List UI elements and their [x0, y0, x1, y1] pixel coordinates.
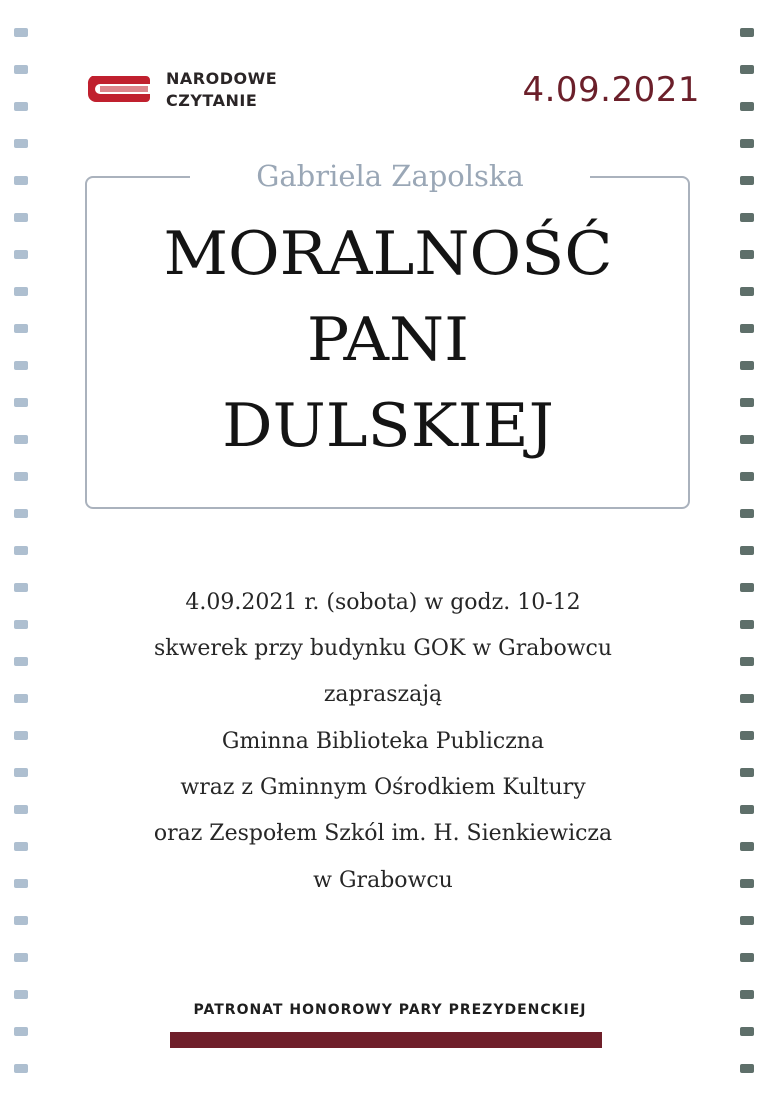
organizer-school: oraz Zespołem Szkól im. H. Sienkiewicza — [153, 821, 613, 846]
perforation-hole — [14, 509, 28, 518]
perforation-hole — [14, 657, 28, 666]
perforation-hole — [740, 916, 754, 925]
perforation-hole — [740, 1027, 754, 1036]
perforation-hole — [740, 250, 754, 259]
event-location: skwerek przy budynku GOK w Grabowcu — [153, 636, 613, 661]
perforation-hole — [14, 324, 28, 333]
perforation-hole — [14, 583, 28, 592]
perforation-hole — [740, 842, 754, 851]
perforation-hole — [740, 953, 754, 962]
perforation-hole — [740, 1064, 754, 1073]
perforation-hole — [14, 990, 28, 999]
invite-verb: zapraszają — [323, 682, 443, 707]
perforation-hole — [740, 176, 754, 185]
perforation-hole — [740, 694, 754, 703]
perforation-hole — [14, 287, 28, 296]
perforation-hole — [14, 953, 28, 962]
logo-text-line-2: CZYTANIE — [166, 91, 258, 110]
perforation-hole — [740, 324, 754, 333]
perforation-hole — [740, 213, 754, 222]
perforation-hole — [14, 694, 28, 703]
perforation-hole — [740, 287, 754, 296]
perforation-hole — [14, 472, 28, 481]
footer-accent-bar — [170, 1032, 602, 1048]
perforation-hole — [740, 398, 754, 407]
book-icon — [86, 74, 152, 112]
event-date-header: 4.09.2021 — [522, 70, 700, 110]
perforation-hole — [740, 731, 754, 740]
perforation-hole — [740, 990, 754, 999]
left-perforation-strip — [14, 0, 30, 1100]
perforation-hole — [740, 620, 754, 629]
perforation-hole — [740, 509, 754, 518]
organizer-culture-center: wraz z Gminnym Ośrodkiem Kultury — [180, 775, 586, 800]
perforation-hole — [14, 620, 28, 629]
perforation-hole — [14, 768, 28, 777]
title-line-1: MORALNOŚĆ — [163, 219, 613, 289]
perforation-hole — [740, 879, 754, 888]
perforation-hole — [14, 250, 28, 259]
perforation-hole — [740, 139, 754, 148]
perforation-hole — [740, 102, 754, 111]
perforation-hole — [740, 472, 754, 481]
perforation-hole — [740, 546, 754, 555]
perforation-hole — [14, 842, 28, 851]
perforation-hole — [14, 916, 28, 925]
logo-text-line-1: NARODOWE — [166, 69, 278, 88]
honorary-patronage: PATRONAT HONOROWY PARY PREZYDENCKIEJ — [193, 1002, 587, 1018]
organizer-library: Gminna Biblioteka Publiczna — [221, 729, 545, 754]
perforation-hole — [14, 879, 28, 888]
right-perforation-strip — [740, 0, 756, 1100]
perforation-hole — [740, 28, 754, 37]
perforation-hole — [14, 1027, 28, 1036]
organizer-town: w Grabowcu — [313, 868, 453, 893]
perforation-hole — [14, 361, 28, 370]
author-name: Gabriela Zapolska — [190, 156, 590, 196]
narodowe-czytanie-logo — [86, 70, 286, 116]
event-datetime: 4.09.2021 r. (sobota) w godz. 10-12 — [185, 590, 581, 615]
perforation-hole — [740, 65, 754, 74]
perforation-hole — [740, 361, 754, 370]
perforation-hole — [14, 805, 28, 814]
perforation-hole — [740, 435, 754, 444]
perforation-hole — [14, 546, 28, 555]
perforation-hole — [14, 398, 28, 407]
perforation-hole — [740, 583, 754, 592]
perforation-hole — [14, 213, 28, 222]
title-line-3: DULSKIEJ — [222, 391, 554, 461]
perforation-hole — [14, 1064, 28, 1073]
perforation-hole — [14, 139, 28, 148]
perforation-hole — [740, 805, 754, 814]
perforation-hole — [740, 768, 754, 777]
perforation-hole — [14, 435, 28, 444]
perforation-hole — [14, 731, 28, 740]
perforation-hole — [740, 657, 754, 666]
perforation-hole — [14, 28, 28, 37]
perforation-hole — [14, 102, 28, 111]
perforation-hole — [14, 176, 28, 185]
perforation-hole — [14, 65, 28, 74]
title-line-2: PANI — [306, 305, 470, 375]
